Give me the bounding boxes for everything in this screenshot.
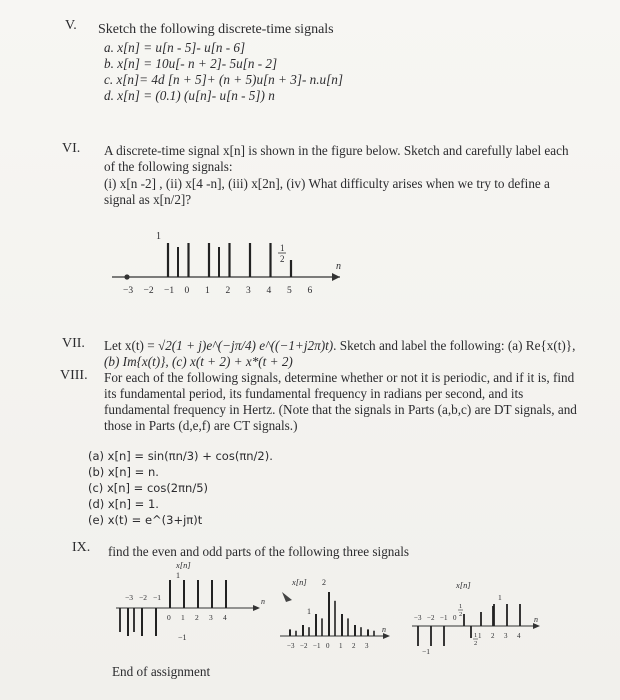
vi-tick-label: 6	[307, 286, 313, 296]
section-vii-line1	[104, 338, 575, 354]
section-vii-number: VII.	[62, 336, 85, 351]
ix3-tick-label: 1	[478, 632, 482, 640]
ix3-tick-label: 2	[491, 632, 495, 640]
section-v-item-d: d. x[n] = (0.1) (u[n]- u[n - 5]) n	[104, 88, 275, 103]
section-vi-line3: (i) x[n -2] , (ii) x[4 -n], (iii) x[2n], (iv) What difficulty arises when we try to define a	[104, 176, 550, 191]
viii-item-e: (e) x(t) = e^(3+jπ)t	[88, 513, 203, 527]
ix1-tick-label: −2	[139, 593, 147, 602]
section-v-item-c: c. x[n]= 4d [n + 5]+ (n + 5)u[n + 3]- n.u[n]	[104, 72, 344, 87]
vi-axis-label: n	[336, 261, 341, 272]
section-viii-line4: those in Parts (d,e,f) are CT signals.)	[104, 418, 298, 433]
vi-tick-label: 2	[225, 286, 231, 296]
ix3-tick-label: −3	[414, 614, 422, 622]
ix-fig3-half-bot-den: 2	[474, 640, 478, 647]
vi-tick-label: 0	[184, 286, 190, 296]
ix-fig1-bottom: −1	[178, 633, 187, 642]
footer-text: End of assignment	[112, 664, 211, 679]
ix1-tick-label: 3	[209, 613, 213, 622]
ix2-tick-label: 3	[365, 642, 369, 650]
ix-fig2-title: x[n]	[292, 577, 307, 587]
section-viii-line1: For each of the following signals, determine whether or not it is periodic, and if it is, find	[104, 370, 575, 385]
section-ix-number: IX.	[72, 540, 91, 555]
ix2-tick-label: −3	[287, 642, 295, 650]
vii-expr: √2(1 + j)e^(−jπ/4) e^((−1+j2π)t)	[157, 338, 334, 353]
ix3-tick-label: 0	[453, 614, 457, 622]
ix-fig3-ticks	[414, 614, 521, 640]
ix-fig3-bottom: −1	[422, 647, 430, 656]
ix1-tick-label: −3	[125, 593, 133, 602]
ix-fig1	[108, 556, 273, 656]
ix1-tick-label: 0	[167, 613, 171, 622]
ix-fig3	[408, 576, 548, 666]
vi-tick-label: 5	[287, 286, 292, 296]
vi-tick-label: 4	[266, 286, 272, 296]
ix-fig1-arrow	[253, 605, 260, 611]
viii-item-a: (a) x[n] = sin(πn/3) + cos(πn/2).	[88, 449, 273, 463]
ix3-tick-label: 3	[504, 632, 508, 640]
section-vi-line2: of the following signals:	[104, 159, 233, 174]
vi-half-num: 1	[280, 243, 285, 253]
ix2-tick-label: 0	[326, 642, 330, 650]
ix-fig1-axis-label: n	[261, 597, 265, 606]
ix2-tick-label: −2	[300, 642, 308, 650]
vi-tick-label: 3	[246, 286, 251, 296]
viii-item-d: (d) x[n] = 1.	[88, 497, 159, 511]
ix-fig3-axis-label: n	[534, 615, 538, 624]
viii-item-b: (b) x[n] = n.	[88, 465, 159, 479]
section-ix-heading: find the even and odd parts of the following three signals	[108, 544, 410, 559]
ix-fig2-top: 2	[322, 578, 326, 587]
section-v-number: V.	[65, 18, 77, 33]
section-viii-line3: fundamental frequency in Hertz. (Note that the signals in Parts (a,b,c) are DT signals, and	[104, 402, 577, 417]
ix-fig2-stems	[290, 592, 374, 636]
section-v-heading: Sketch the following discrete-time signals	[98, 22, 334, 37]
ix1-tick-label: 2	[195, 613, 199, 622]
ix-fig3-top: 1	[498, 593, 502, 602]
viii-item-c: (c) x[n] = cos(2πn/5)	[88, 481, 209, 495]
ix3-tick-label: −2	[427, 614, 435, 622]
vi-half-den: 2	[280, 254, 285, 264]
ix2-tick-label: 1	[339, 642, 343, 650]
section-vi-number: VI.	[62, 141, 81, 156]
section-vi-line4: signal as x[n/2]?	[104, 192, 192, 207]
vii-prefix: Let x(t) =	[104, 338, 158, 353]
section-viii-number: VIII.	[60, 368, 88, 383]
ix3-tick-label: 4	[517, 632, 521, 640]
ix-fig3-half-bot-num: 1	[474, 632, 478, 639]
section-vi-line1: A discrete-time signal x[n] is shown in the figure below. Sketch and carefully label each	[104, 143, 569, 158]
section-v-item-a: a. x[n] = u[n - 5]- u[n - 6]	[104, 40, 246, 55]
ix2-tick-label: 2	[352, 642, 356, 650]
ix-fig3-half-top-den: 2	[459, 611, 463, 618]
ix1-tick-label: 4	[223, 613, 227, 622]
vi-tick-label: 1	[205, 286, 210, 296]
section-vii-line2: (b) Im{x(t)}, (c) x(t + 2) + x*(t + 2)	[104, 354, 293, 369]
ix3-tick-label: −1	[440, 614, 448, 622]
ix-fig2-mid: 1	[307, 607, 311, 616]
mouse-cursor-icon	[282, 592, 292, 602]
ix-fig3-half-top-num: 1	[459, 603, 463, 610]
section-viii-line2: its fundamental period, its fundamental frequency in radians per second, and its	[104, 386, 524, 401]
ix-fig2-axis-label: n	[382, 625, 386, 634]
ix-fig3-title: x[n]	[456, 580, 471, 590]
vii-suffix: . Sketch and label the following: (a) Re{x(t)},	[333, 338, 576, 353]
ix-fig2	[278, 570, 408, 660]
section-vi-stem-plot	[100, 215, 360, 305]
vi-tick-label: −2	[143, 286, 154, 296]
vi-stems	[124, 243, 291, 280]
vi-ticks	[123, 286, 313, 296]
ix1-tick-label: −1	[153, 593, 161, 602]
vi-zero-dot	[124, 274, 129, 279]
vi-tick-label: −1	[164, 286, 175, 296]
ix-fig1-top: 1	[176, 571, 180, 580]
ix-fig2-ticks	[287, 642, 369, 650]
vi-amp-label: 1	[156, 231, 161, 242]
ix1-tick-label: 1	[181, 613, 185, 622]
vi-axis-arrow	[332, 273, 340, 281]
ix2-tick-label: −1	[313, 642, 321, 650]
vi-tick-label: −3	[123, 286, 134, 296]
ix-fig1-title: x[n]	[176, 560, 191, 570]
section-v-item-b: b. x[n] = 10u[- n + 2]- 5u[n - 2]	[104, 56, 278, 71]
